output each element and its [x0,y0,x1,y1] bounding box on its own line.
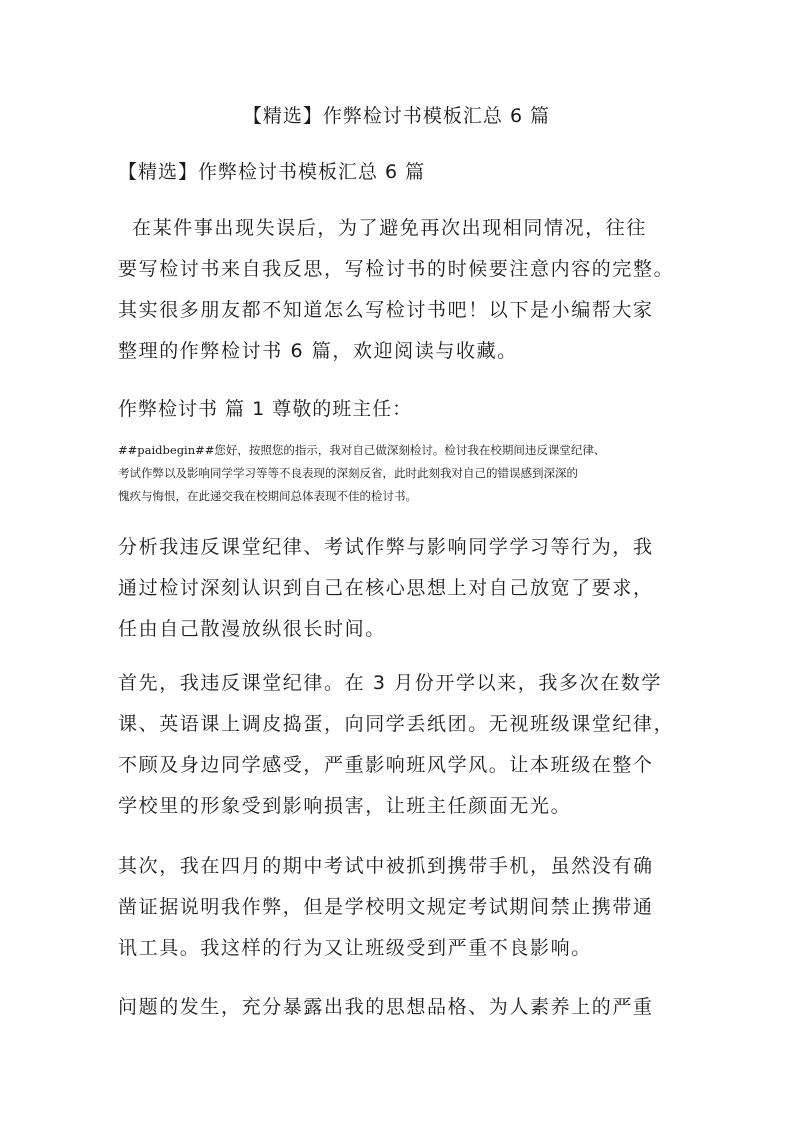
paid-line: ##paidbegin##您好，按照您的指示，我对自己做深刻检讨。检讨我在校期间违反课堂纪律、 [118,443,606,457]
paragraph-problem [118,987,698,1028]
paragraph-line: 凿证据说明我作弊，但是学校明文规定考试期间禁止携带通 [118,896,654,918]
paragraph-line: 问题的发生，充分暴露出我的思想品格、为人素养上的严重 [118,996,654,1018]
intro-line: 其实很多朋友都不知道怎么写检讨书吧！以下是小编帮大家 [118,299,654,321]
intro-line: 在某件事出现失误后，为了避免再次出现相同情况，往往 [132,217,648,239]
paragraph-first [118,663,698,827]
paragraph-line: 分析我违反课堂纪律、考试作弊与影响同学学习等行为，我 [118,536,654,558]
paragraph-analysis [118,527,698,650]
paragraph-line: 首先，我违反课堂纪律。在 3 月份开学以来，我多次在数学 [118,672,662,694]
paragraph-second [118,846,698,969]
paragraph-line: 不顾及身边同学感受，严重影响班风学风。让本班级在整个 [118,754,654,776]
paragraph-line: 学校里的形象受到影响损害，让班主任颜面无光。 [118,795,572,817]
paragraph-line: 通过检讨深刻认识到自己在核心思想上对自己放宽了要求， [118,577,654,599]
paragraph-line: 其次，我在四月的期中考试中被抓到携带手机，虽然没有确 [118,855,654,877]
paragraph-line: 讯工具。我这样的行为又让班级受到严重不良影响。 [118,937,592,959]
paid-line: 考试作弊以及影响同学学习等等不良表现的深刻反省，此时此刻我对自己的错误感到深深的 [118,466,578,480]
paid-line: 愧疚与悔恨，在此递交我在校期间总体表现不佳的检讨书。 [118,489,417,503]
document-title: 【精选】作弊检讨书模板汇总 6 篇 [242,105,551,127]
paragraph-line: 任由自己散漫放纵很长时间。 [118,618,386,640]
intro-line: 要写检讨书来自我反思，写检讨书的时候要注意内容的完整。 [118,258,675,280]
section-heading: 作弊检讨书 篇 1 尊敬的班主任： [118,398,413,420]
intro-paragraph [118,208,698,372]
document-subtitle: 【精选】作弊检讨书模板汇总 6 篇 [118,161,426,183]
paid-paragraph [118,439,688,508]
paragraph-line: 课、英语课上调皮捣蛋，向同学丢纸团。无视班级课堂纪律， [118,713,675,735]
intro-line: 整理的作弊检讨书 6 篇，欢迎阅读与收藏。 [118,340,518,362]
